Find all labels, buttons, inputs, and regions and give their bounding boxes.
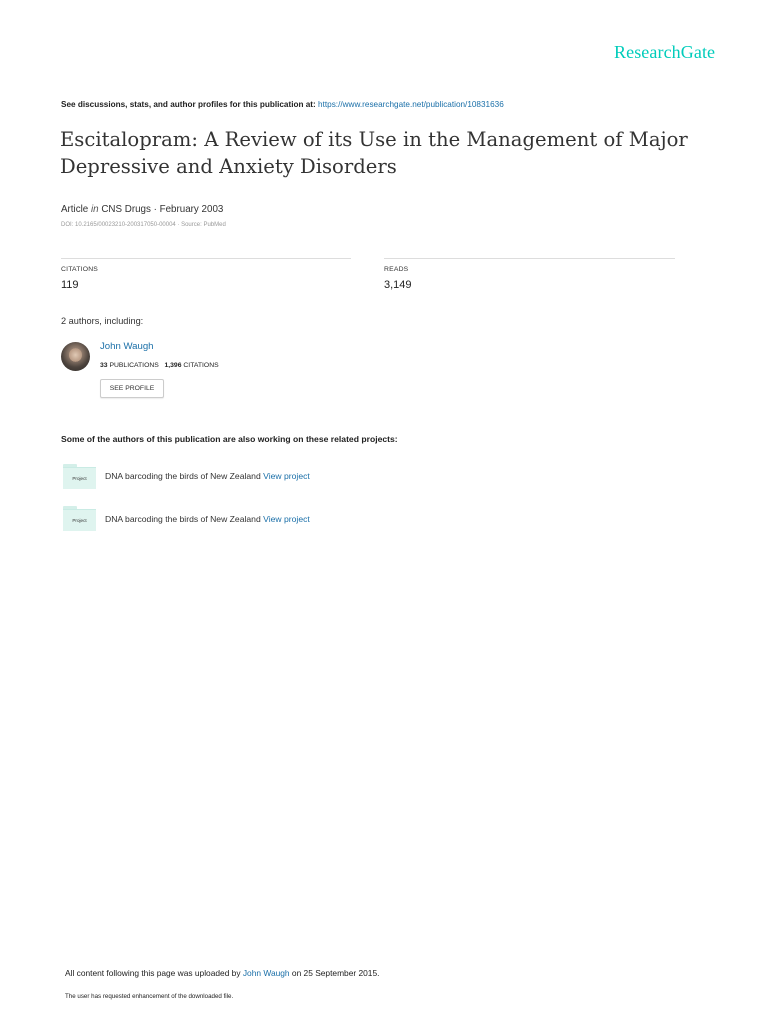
upload-note: [65, 968, 379, 978]
related-project-item: [105, 471, 310, 481]
upload-prefix: All content following this page was uploaded by: [65, 968, 241, 978]
project-icon-label: Project: [63, 509, 96, 531]
project-name: DNA barcoding the birds of New Zealand: [105, 471, 261, 481]
meta-separator: ·: [153, 204, 157, 215]
related-projects-heading: Some of the authors of this publication are also working on these related projects:: [61, 434, 398, 444]
view-project-link[interactable]: View project: [263, 514, 310, 524]
project-icon-label: Project: [63, 467, 96, 489]
author-name-link[interactable]: John Waugh: [100, 341, 154, 352]
author-publications-count: 33: [100, 362, 108, 369]
upload-suffix: on 25 September 2015.: [291, 968, 380, 978]
related-project-item: [105, 514, 310, 524]
publication-url-link[interactable]: https://www.researchgate.net/publication/10831636: [318, 100, 504, 109]
author-stats: [100, 362, 219, 369]
citations-label: CITATIONS: [61, 266, 99, 273]
citations-divider: [61, 258, 351, 259]
author-citations-count: 1,396: [164, 362, 182, 369]
citations-value: 119: [61, 279, 79, 291]
discussion-prefix: See discussions, stats, and author profiles for this publication at:: [61, 100, 316, 109]
see-profile-button[interactable]: SEE PROFILE: [100, 379, 164, 398]
discussion-line: [61, 100, 504, 109]
publication-date: February 2003: [159, 204, 224, 215]
paper-title: Escitalopram: A Review of its Use in the Management of Major Depressive and Anxiety Disorders: [60, 128, 688, 178]
in-word: in: [90, 204, 99, 215]
view-project-link[interactable]: View project: [263, 471, 310, 481]
authors-heading: 2 authors, including:: [61, 316, 144, 326]
author-publications-label: PUBLICATIONS: [109, 362, 159, 369]
author-avatar[interactable]: [61, 342, 90, 371]
reads-value: 3,149: [384, 279, 412, 291]
article-type: Article: [61, 204, 89, 215]
project-folder-icon: [63, 464, 96, 488]
uploader-link[interactable]: John Waugh: [242, 968, 290, 978]
enhancement-note: The user has requested enhancement of the downloaded file.: [65, 993, 234, 1000]
project-name: DNA barcoding the birds of New Zealand: [105, 514, 261, 524]
author-citations-label: CITATIONS: [183, 362, 219, 369]
researchgate-logo[interactable]: ResearchGate: [614, 42, 716, 62]
reads-divider: [384, 258, 675, 259]
paper-meta: [61, 204, 223, 215]
reads-label: READS: [384, 266, 409, 273]
project-folder-icon: [63, 506, 96, 530]
journal-name: CNS Drugs: [101, 204, 151, 215]
doi-line: DOI: 10.2165/00023210-200317050-00004 · Source: PubMed: [61, 222, 226, 228]
